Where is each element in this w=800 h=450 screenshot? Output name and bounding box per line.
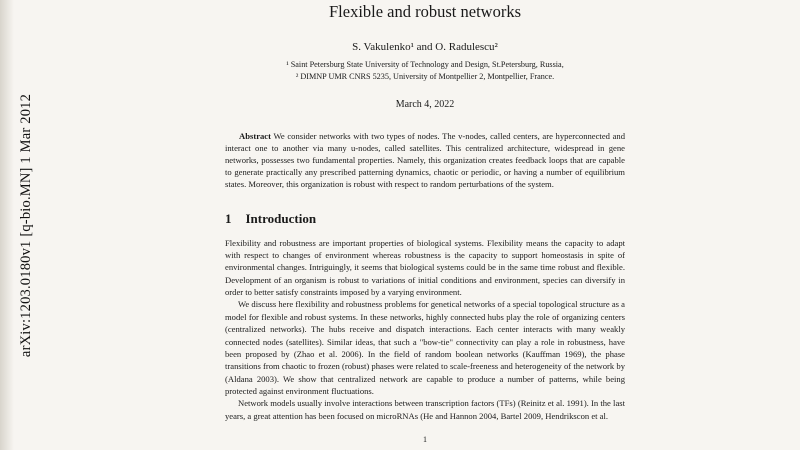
section-title: Introduction <box>245 210 317 226</box>
paper-date: March 4, 2022 <box>395 98 455 110</box>
paper-title: Flexible and robust networks <box>328 2 521 21</box>
body-paragraph: We discuss here flexibility and robustness problems for genetical networks of a special topological structure as a model for flexible and robust systems. In these networks, highly connected hubs play the role of organizing centers (centralized networks). The hubs receive and dispatch interactions. Each center interacts with many weakly connected nodes (satellites). Similar ideas, that such a "bow-tie" connectivity can play a role in robustness, have been proposed by (Zhao et al. 2006). In the field of random boolean networks (Kauffman 1969), the phase transitions from chaotic to frozen (robust) phases were related to scale-freeness and heterogeneity of the network by (Aldana 2003). We show that centralized network are capable to produce a number of patterns, while being protected against environment fluctuations. <box>225 299 625 397</box>
arxiv-identifier-text: arXiv:1203.0180v1 [q-bio.MN] 1 Mar 2012 <box>18 93 35 357</box>
paper-content-column <box>225 0 625 450</box>
affiliation-line: ² DIMNP UMR CNRS 5235, University of Montpellier 2, Montpellier, France. <box>295 71 555 81</box>
abstract-paragraph <box>225 130 625 191</box>
abstract-text: We consider networks with two types of nodes. The v-nodes, called centers, are hyperconnected and interact one to another via many u-nodes, called satellites. This centralized architecture, widespread in gene networks, possesses two fundamental properties. Namely, this organization creates feedback loops that are capable to generate practically any prescribed patterning dynamics, chaotic or periodic, or having a number of equilibrium states. Moreover, this organization is robust with respect to random perturbations of the system. <box>225 130 625 190</box>
paper-affiliations <box>225 59 625 83</box>
section-heading-introduction <box>225 211 625 227</box>
section-body-introduction <box>225 237 625 423</box>
abstract-label: Abstract <box>239 130 271 141</box>
abstract-block <box>225 130 625 191</box>
body-paragraph: Network models usually involve interactions between transcription factors (TFs) (Reinitz et al. 1991). In the last years, a great attention has been focused on microRNAs (He and Hannon 2004, Bartel 2009, Hendrikscon et al. <box>225 398 625 421</box>
paper-authors: S. Vakulenko¹ and O. Radulescu² <box>352 40 498 53</box>
arxiv-identifier-stamp <box>10 0 44 450</box>
body-paragraph: Flexibility and robustness are important properties of biological systems. Flexibility means the capacity to adapt with respect to changes of environment whereas robustness is the capacity to support homeostasis in spite of environmental changes. Intriguingly, it seems that biological systems could be in the same time robust and flexible. Development of an organism is robust to variations of initial conditions and environment, species can diversify in order to better satisfy constraints imposed by a varying environment. <box>225 237 625 298</box>
page-number: 1 <box>423 435 427 444</box>
affiliation-line: ¹ Saint Petersburg State University of Technology and Design, St.Petersburg, Russia, <box>286 59 564 69</box>
section-number: 1 <box>225 210 232 226</box>
